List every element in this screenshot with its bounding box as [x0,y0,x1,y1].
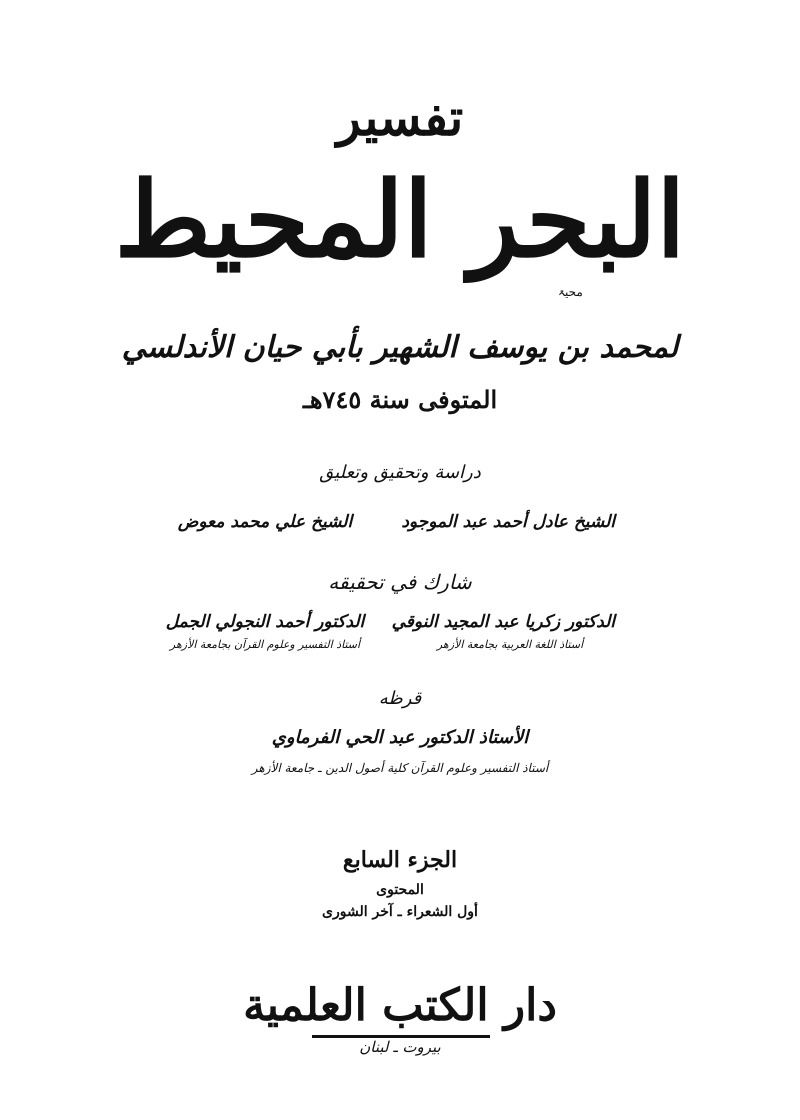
volume-label: الجزء السابع [342,847,458,873]
main-title: البحر المحيط [114,158,686,281]
contributor-1-title: أستاذ اللغة العربية بجامعة الأزهر [436,638,584,651]
editor-2: الشيخ علي محمد معوض [177,512,353,532]
participated-label: شارك في تحقيقه [328,570,472,594]
publisher-name: دار الكتب العلمية [243,980,557,1031]
editors-row [0,512,800,552]
presenter-name: الأستاذ الدكتور عبد الحي الفرماوي [271,727,529,748]
contributor-1-name: الدكتور زكريا عبد المجيد النوقي [391,612,615,632]
contributor-2-title: أستاذ التفسير وعلوم القرآن بجامعة الأزهر [169,638,361,651]
contributor-2 [160,612,370,651]
title-tag: محیۃ [558,285,583,299]
contributors-row [0,612,800,672]
contributor-2-name: الدكتور أحمد النجولي الجمل [165,612,365,632]
pre-title: تفسير [336,88,464,147]
contents-range: أول الشعراء ـ آخر الشورى [322,904,478,920]
publisher-city: بيروت ـ لبنان [359,1038,441,1056]
presented-label: قرظه [378,688,422,709]
contributor-1 [391,612,615,651]
contents-label: المحتوى [376,882,424,898]
study-label: دراسة وتحقيق وتعليق [319,462,481,483]
presenter-title: أستاذ التفسير وعلوم القرآن كلية أصول الدين ـ جامعة الأزهر [251,761,549,775]
editor-1: الشيخ عادل أحمد عبد الموجود [401,512,615,532]
death-date: المتوفى سنة ٧٤٥هـ [302,385,498,414]
author-name: لمحمد بن يوسف الشهير بأبي حيان الأندلسي [121,330,679,365]
